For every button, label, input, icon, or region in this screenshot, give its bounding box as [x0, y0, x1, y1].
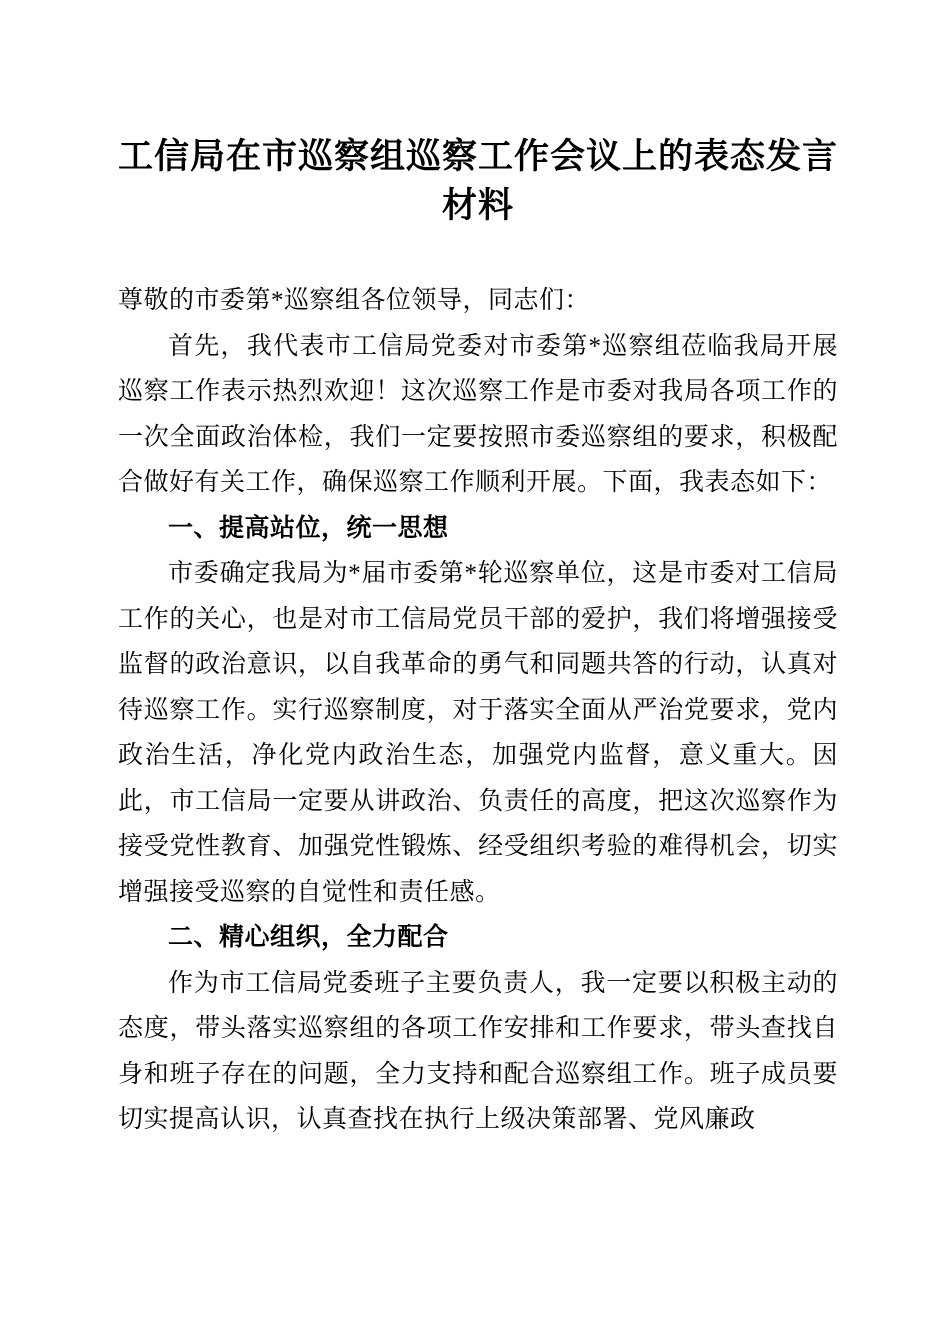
document-title: 工信局在市巡察组巡察工作会议上的表态发言材料	[118, 137, 839, 225]
section-heading-2: 二、精心组织，全力配合	[168, 923, 449, 951]
section-heading-1: 一、提高站位，统一思想	[168, 513, 449, 542]
section-2-paragraph: 作为市工信局党委班子主要负责人，我一定要以积极主动的态度，带头落实巡察组的各项工作安排和工作要求，带头查找自身和班子存在的问题，全力支持和配合巡察组工作。班子成员要切实提高认识，认真查找在执行上级决策部署、党风廉政	[118, 969, 838, 1133]
intro-paragraph: 首先，我代表市工信局党委对市委第*巡察组莅临我局开展巡察工作表示热烈欢迎！这次巡察工作是市委对我局各项工作的一次全面政治体检，我们一定要按照市委巡察组的要求，积极配合做好有关工作，确保巡察工作顺利开展。下面，我表态如下：	[118, 332, 838, 496]
section-1-paragraph: 市委确定我局为*届市委第*轮巡察单位，这是市委对工信局工作的关心，也是对市工信局党员干部的爱护，我们将增强接受监督的政治意识，以自我革命的勇气和同题共答的行动，认真对待巡察工作。实行巡察制度，对于落实全面从严治党要求，党内政治生活，净化党内政治生态，加强党内监督，意义重大。因此，市工信局一定要从讲政治、负责任的高度，把这次巡察作为接受党性教育、加强党性锻炼、经受组织考验的难得机会，切实增强接受巡察的自觉性和责任感。	[118, 560, 838, 906]
salutation-paragraph: 尊敬的市委第*巡察组各位领导，同志们：	[118, 287, 591, 314]
